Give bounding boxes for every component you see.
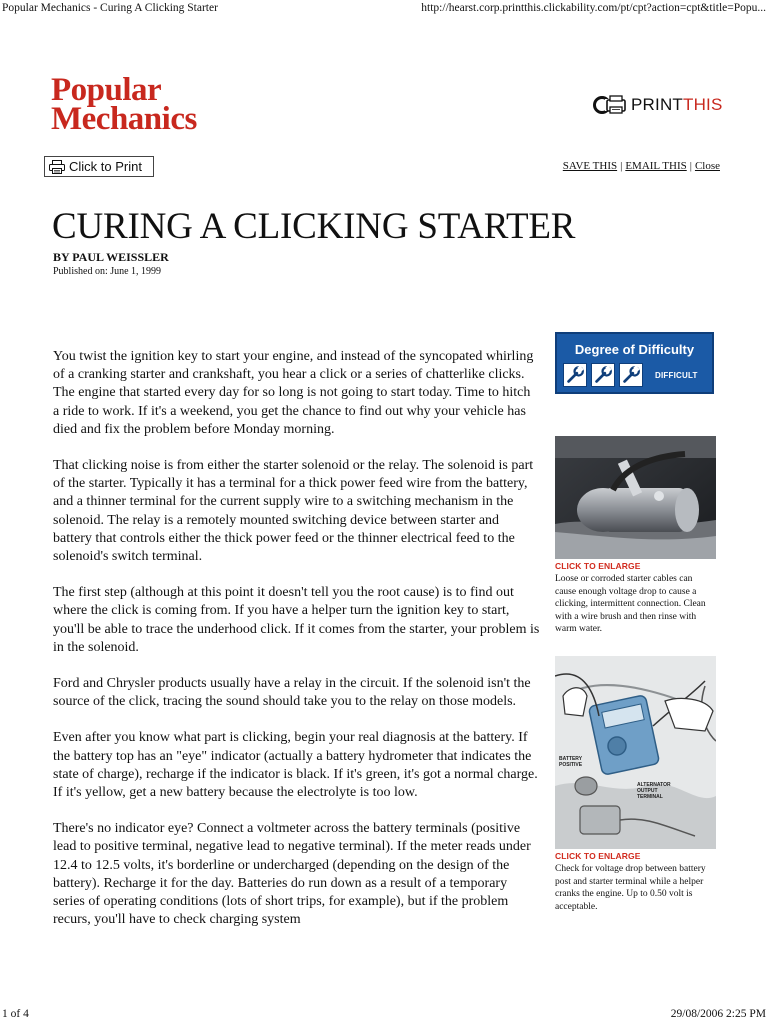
article-paragraph: The first step (although at this point it doesn't tell you the root cause) is to find out where the click is coming from. If you have a helper turn the ignition key to start, you'll be able to trace the underhood click. If it comes from the starter, your problem is in the solenoid. <box>53 585 540 655</box>
logo-line-1: Popular <box>51 72 162 108</box>
save-this-link[interactable]: SAVE THIS <box>562 160 618 172</box>
article-sidebar <box>555 332 717 912</box>
article-paragraph: You twist the ignition key to start your engine, and instead of the syncopated whirling of a cranking starter and crankshaft, you hear a click or a series of chatterlike clicks. The engine that started every day for so long is not going to start today. Time to hitch a ride to work. If it's a weekend, you get the chance to find out why your vehicle has died and fix the problem before Monday morning. <box>53 349 534 437</box>
wrench-icon <box>619 363 643 387</box>
difficulty-level: DIFFICULT <box>655 371 698 380</box>
print-header-url: http://hearst.corp.printthis.clickability.com/pt/cpt?action=cpt&title=Popu... <box>421 2 766 14</box>
link-separator: | <box>620 160 623 172</box>
click-to-print-label: Click to Print <box>69 159 142 174</box>
print-header <box>2 2 766 16</box>
starter-cables-photo[interactable] <box>555 436 716 559</box>
printthis-this-word: THIS <box>683 95 723 114</box>
click-to-enlarge-link[interactable]: CLICK TO ENLARGE <box>555 561 641 571</box>
article-headline: CURING A CLICKING STARTER <box>52 206 576 247</box>
page-number: 1 of 4 <box>2 1008 29 1020</box>
photo-figure-voltage-drop <box>555 656 716 913</box>
svg-text:OUTPUT: OUTPUT <box>637 788 658 794</box>
printer-icon <box>49 160 65 174</box>
popular-mechanics-logo <box>51 72 251 138</box>
printthis-logo <box>593 94 723 116</box>
article-byline: BY PAUL WEISSLER <box>53 250 169 264</box>
degree-of-difficulty-badge <box>555 332 714 394</box>
svg-text:TERMINAL: TERMINAL <box>637 794 663 800</box>
photo-caption: Loose or corroded starter cables can cause enough voltage drop to cause a clicking, intermittent connection. Clean with a wire brush and then rinse with warm water. <box>555 574 706 634</box>
printthis-print-word: PRINT <box>631 95 683 114</box>
close-link[interactable]: Close <box>694 160 720 172</box>
photo-caption: Check for voltage drop between battery post and starter terminal while a helper cranks the engine. Up to 0.50 volt is acceptable. <box>555 864 706 912</box>
link-separator: | <box>689 160 692 172</box>
difficulty-title: Degree of Difficulty <box>574 342 695 357</box>
article-paragraph: There's no indicator eye? Connect a voltmeter across the battery terminals (positive lead to positive terminal, negative lead to negative terminal). If the meter reads under 12.4 to 12.5 volts, it's borderline or undercharged (depending on the design of the battery). Recharge it for the day. Batteries do run down as a result of a temporary series of operating conditions (lots of short trips, for example), but if the problem recurs, you'll have to check charging system <box>53 821 531 928</box>
article-publish-date: Published on: June 1, 1999 <box>53 266 162 277</box>
print-footer <box>2 1008 766 1022</box>
logo-line-2: Mechanics <box>51 101 197 138</box>
article-paragraph: Even after you know what part is clicking, begin your real diagnosis at the battery. If the battery top has an "eye" indicator (actually a battery hydrometer that indicates the state of charge), recharge if the indicator is black. If it's green, it's got a normal charge. If it's yellow, get a new battery because the electrolyte is too low. <box>53 730 538 801</box>
article-body <box>53 348 540 970</box>
svg-text:ALTERNATOR: ALTERNATOR <box>637 782 671 788</box>
difficulty-rating <box>563 363 643 387</box>
click-to-enlarge-link[interactable]: CLICK TO ENLARGE <box>555 851 641 861</box>
wrench-icon <box>563 363 587 387</box>
printer-logo-icon <box>593 94 629 116</box>
wrench-icon <box>591 363 615 387</box>
click-to-print-button[interactable] <box>44 156 154 177</box>
photo-figure-starter-cables <box>555 436 716 636</box>
voltage-drop-illustration[interactable] <box>555 656 716 849</box>
article-actions <box>563 160 720 172</box>
email-this-link[interactable]: EMAIL THIS <box>625 160 687 172</box>
svg-text:POSITIVE: POSITIVE <box>559 762 583 768</box>
print-date: 29/08/2006 2:25 PM <box>670 1008 766 1020</box>
article-paragraph: Ford and Chrysler products usually have a relay in the circuit. If the solenoid isn't the source of the click, tracing the sound should take you to the relay on those models. <box>53 676 531 710</box>
svg-text:BATTERY: BATTERY <box>559 756 583 762</box>
article-paragraph: That clicking noise is from either the starter solenoid or the relay. The solenoid is part of the starter. Typically it has a terminal for a thick power feed wire from the battery, and a thinner terminal for the current supply wire to a switching mechanism in the solenoid. The relay is a remotely mounted switching device between starter and battery that controls either the thick power feed or the thinner electrical feed to the solenoid's switch terminal. <box>53 458 534 565</box>
print-header-title: Popular Mechanics - Curing A Clicking Starter <box>2 2 218 14</box>
